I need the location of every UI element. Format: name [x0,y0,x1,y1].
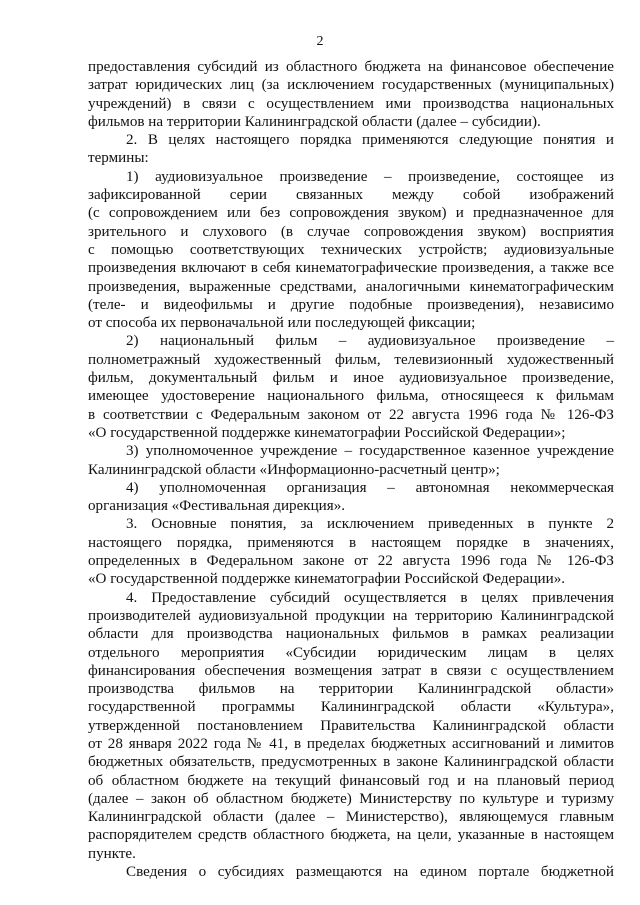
text-line: 1) аудиовизуальное произведение – произведение, состоящее из [126,168,614,185]
text-line: финансирования обеспечения возмещения затрат в связи с осуществлением [88,662,614,679]
text-line: (с сопровождением или без сопровождения звуком) и предназначенное для [88,205,614,222]
text-line: об областном бюджете на текущий финансовый год и на плановый период [88,772,614,789]
text-line: 3) уполномоченное учреждение – государственное казенное учреждение [126,443,614,460]
text-line: пункте. [88,845,136,862]
text-line: термины: [88,150,149,167]
text-line: затрат юридических лиц (за исключением государственных (муниципальных) [88,77,614,94]
text-line: имеющее удостоверение национального фильма, относящееся к фильмам [88,388,614,405]
text-line: распорядителем средств областного бюджета, на цели, указанные в настоящем [88,827,614,844]
document-body [88,58,614,881]
text-line: произведения, выраженные средствами, аналогичными кинематографическим [88,278,614,295]
text-line: от способа их первоначальной или последующей фиксации; [88,315,476,332]
text-line: производителей аудиовизуальной продукции на территорию Калининградской [88,607,614,624]
text-line: настоящего порядка, применяются в настоящем порядке в значениях, [88,534,614,551]
text-line: зафиксированной серии связанных между собой изображений [88,187,614,204]
text-line: (далее – закон об областном бюджете) Министерству по культуре и туризму [88,790,614,807]
text-line: производства фильмов на территории Калининградской области» [88,681,614,698]
text-line: предоставления субсидий из областного бюджета на финансовое обеспечение [88,59,614,75]
page-number: 2 [316,34,324,49]
text-line: от 28 января 2022 года № 41, в пределах бюджетных ассигнований и лимитов [88,735,614,752]
text-line: полнометражный художественный фильм, телевизионный художественный [88,351,614,368]
text-line: произведения включают в себя кинематографические произведения, а также все [88,260,614,277]
text-line: зрительного и слухового (в случае сопровождения звуком) восприятия [88,223,614,240]
text-line: 2) национальный фильм – аудиовизуальное произведение – [126,333,614,350]
text-line: фильм, документальный фильм и иное аудиовизуальное произведение, [88,370,614,387]
text-line: бюджетных обязательств, предусмотренных в законе Калининградской области [88,754,614,771]
text-line: 4) уполномоченная организация – автономная некоммерческая [126,479,614,496]
text-line: Сведения о субсидиях размещаются на едином портале бюджетной [126,864,614,881]
text-line: утвержденной постановлением Правительства Калининградской области [88,717,614,734]
text-line: организация «Фестивальная дирекция». [88,498,346,515]
text-line: определенных в Федеральном законе от 22 августа 1996 года № 126-ФЗ [88,553,614,570]
text-line: Калининградской области (далее – Министерство), являющемуся главным [88,809,614,826]
text-line: «О государственной поддержке кинематографии Российской Федерации»; [88,424,566,441]
text-line: (теле- и видеофильмы и другие подобные произведения), независимо [88,296,614,313]
text-line: фильмов на территории Калининградской области (далее – субсидии). [88,113,541,130]
text-line: области для производства национальных фильмов в рамках реализации [88,626,614,643]
text-line: Калининградской области «Информационно-расчетный центр»; [88,461,500,478]
text-line: с помощью соответствующих технических устройств; аудиовизуальные [88,241,614,258]
text-line: отдельного мероприятия «Субсидии юридическим лицам в целях [88,644,614,661]
text-line: 4. Предоставление субсидий осуществляется в целях привлечения [126,589,614,606]
text-line: учреждений) в связи с осуществлением ими производства национальных [88,95,614,112]
text-line: 2. В целях настоящего порядка применяются следующие понятия и [126,132,614,149]
text-line: «О государственной поддержке кинематографии Российской Федерации». [88,571,566,588]
text-line: государственной программы Калининградской области «Культура», [88,699,614,716]
text-line: в соответствии с Федеральным законом от 22 августа 1996 года № 126-ФЗ [88,406,614,423]
text-line: 3. Основные понятия, за исключением приведенных в пункте 2 [126,516,614,533]
